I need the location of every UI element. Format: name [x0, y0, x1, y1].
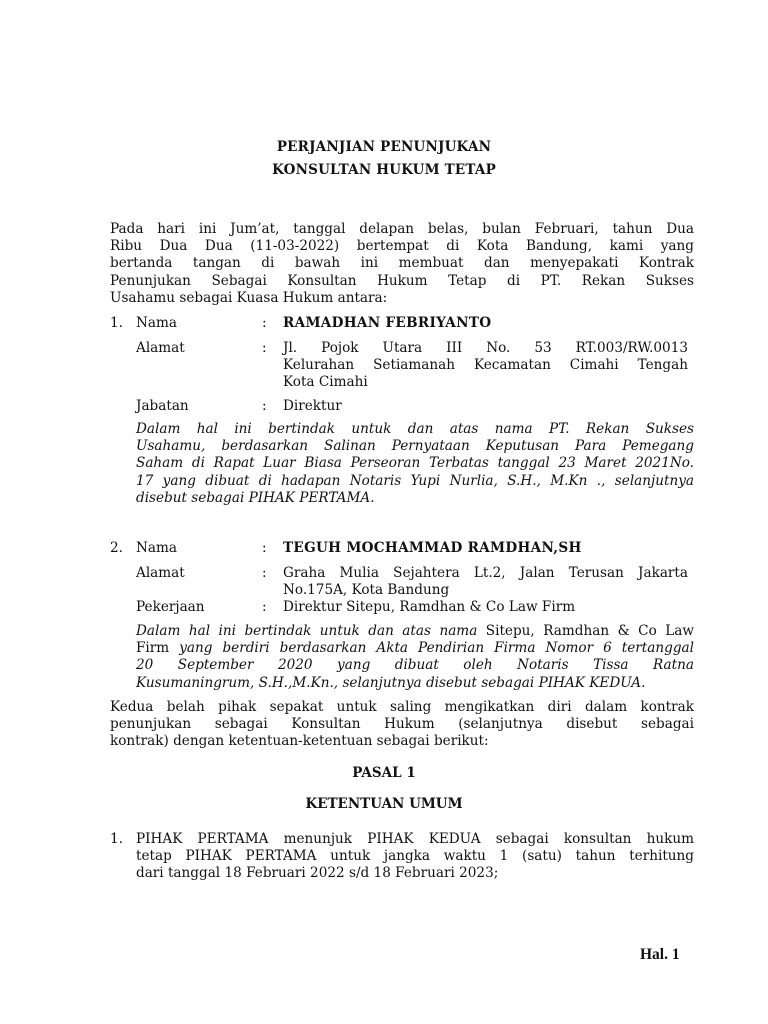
- agreement-line: Kedua belah pihak sepakat untuk saling mengikatkan diri dalam kontrak: [110, 699, 694, 715]
- agreement-line: penunjukan sebagai Konsultan Hukum (selanjutnya disebut sebagai: [110, 716, 694, 733]
- party1-name-label: Nama: [136, 315, 177, 331]
- party1-name-value: RAMADHAN FEBRIYANTO: [283, 315, 492, 331]
- party2-address-value: [283, 565, 688, 599]
- colon: :: [262, 315, 267, 331]
- colon: :: [262, 540, 267, 556]
- party1-address-value: [283, 340, 688, 392]
- pasal-title: PASAL 1: [352, 765, 416, 781]
- address-line: Jl. Pojok Utara III No. 53 RT.003/RW.0013: [283, 340, 688, 356]
- party2-address-label: Alamat: [136, 565, 185, 581]
- document-title-line2: KONSULTAN HUKUM TETAP: [272, 162, 496, 178]
- colon: :: [262, 599, 267, 615]
- note-line: 17 yang dibuat di hadapan Notaris Yupi Nurlia, S.H., M.Kn ., selanjutnya: [136, 472, 694, 489]
- colon: :: [262, 398, 267, 414]
- party2-number: 2.: [110, 540, 123, 556]
- clause-line: tetap PIHAK PERTAMA untuk jangka waktu 1 (satu) tahun terhitung: [136, 848, 694, 865]
- address-line: Graha Mulia Sejahtera Lt.2, Jalan Terusan Jakarta: [283, 565, 688, 581]
- intro-line: bertanda tangan di bawah ini membuat dan menyepakati Kontrak: [110, 255, 694, 272]
- colon: :: [262, 340, 267, 356]
- party1-position-value: Direktur: [283, 398, 342, 414]
- party2-job-value: Direktur Sitepu, Ramdhan & Co Law Firm: [283, 599, 576, 615]
- party1-address-label: Alamat: [136, 340, 185, 356]
- party1-position-label: Jabatan: [136, 398, 189, 414]
- note-line: [136, 640, 694, 657]
- page-number-label: Hal. 1: [640, 946, 680, 963]
- agreement-line: kontrak) dengan ketentuan-ketentuan sebagai berikut:: [110, 733, 489, 750]
- intro-line: Usahamu sebagai Kuasa Hukum antara:: [110, 289, 388, 306]
- pasal-subtitle: KETENTUAN UMUM: [305, 796, 463, 812]
- note-line: [136, 623, 694, 640]
- party2-name-value: TEGUH MOCHAMMAD RAMDHAN,SH: [283, 540, 582, 556]
- clause1-number: 1.: [110, 831, 123, 847]
- note-line: disebut sebagai PIHAK PERTAMA.: [136, 489, 375, 506]
- note-line: 20 September 2020 yang dibuat oleh Notaris Tissa Ratna: [136, 657, 694, 674]
- intro-line: Pada hari ini Jum’at, tanggal delapan belas, bulan Februari, tahun Dua: [110, 221, 694, 237]
- document-title-line1: PERJANJIAN PENUNJUKAN: [276, 139, 492, 155]
- note-plain-text: Sitepu, Ramdhan & Co Law: [485, 623, 695, 639]
- address-line: No.175A, Kota Bandung: [283, 582, 450, 599]
- note-line: Usahamu, berdasarkan Salinan Pernyataan Keputusan Para Pemegang: [136, 438, 694, 455]
- address-line: Kelurahan Setiamanah Kecamatan Cimahi Tengah: [283, 357, 688, 374]
- intro-paragraph: [110, 221, 694, 307]
- party2-job-label: Pekerjaan: [136, 599, 205, 615]
- agreement-paragraph: [110, 699, 694, 751]
- note-line: Dalam hal ini bertindak untuk dan atas nama PT. Rekan Sukses: [136, 421, 694, 437]
- clause-line: PIHAK PERTAMA menunjuk PIHAK KEDUA sebagai konsultan hukum: [136, 831, 694, 847]
- party1-note: [136, 421, 694, 507]
- note-line: Kusumaningrum, S.H.,M.Kn., selanjutnya disebut sebagai PIHAK KEDUA.: [136, 674, 646, 691]
- party2-name-label: Nama: [136, 540, 177, 556]
- note-line: Saham di Rapat Luar Biasa Perseoran Terbatas tanggal 23 Maret 2021No.: [136, 455, 694, 472]
- clause1-text: [136, 831, 694, 883]
- colon: :: [262, 565, 267, 581]
- address-line: Kota Cimahi: [283, 374, 368, 391]
- note-italic-text: Dalam hal ini bertindak untuk dan atas nama: [136, 623, 486, 639]
- note-italic-text: yang berdiri berdasarkan Akta Pendirian Firma Nomor 6 tertanggal: [179, 640, 694, 657]
- intro-line: Penunjukan Sebagai Konsultan Hukum Tetap di PT. Rekan Sukses: [110, 272, 694, 289]
- intro-line: Ribu Dua Dua (11-03-2022) bertempat di Kota Bandung, kami yang: [110, 238, 694, 255]
- party1-number: 1.: [110, 315, 123, 331]
- note-plain-text: Firm: [136, 640, 180, 657]
- clause-line: dari tanggal 18 Februari 2022 s/d 18 Februari 2023;: [136, 865, 499, 882]
- party2-note: [136, 623, 694, 692]
